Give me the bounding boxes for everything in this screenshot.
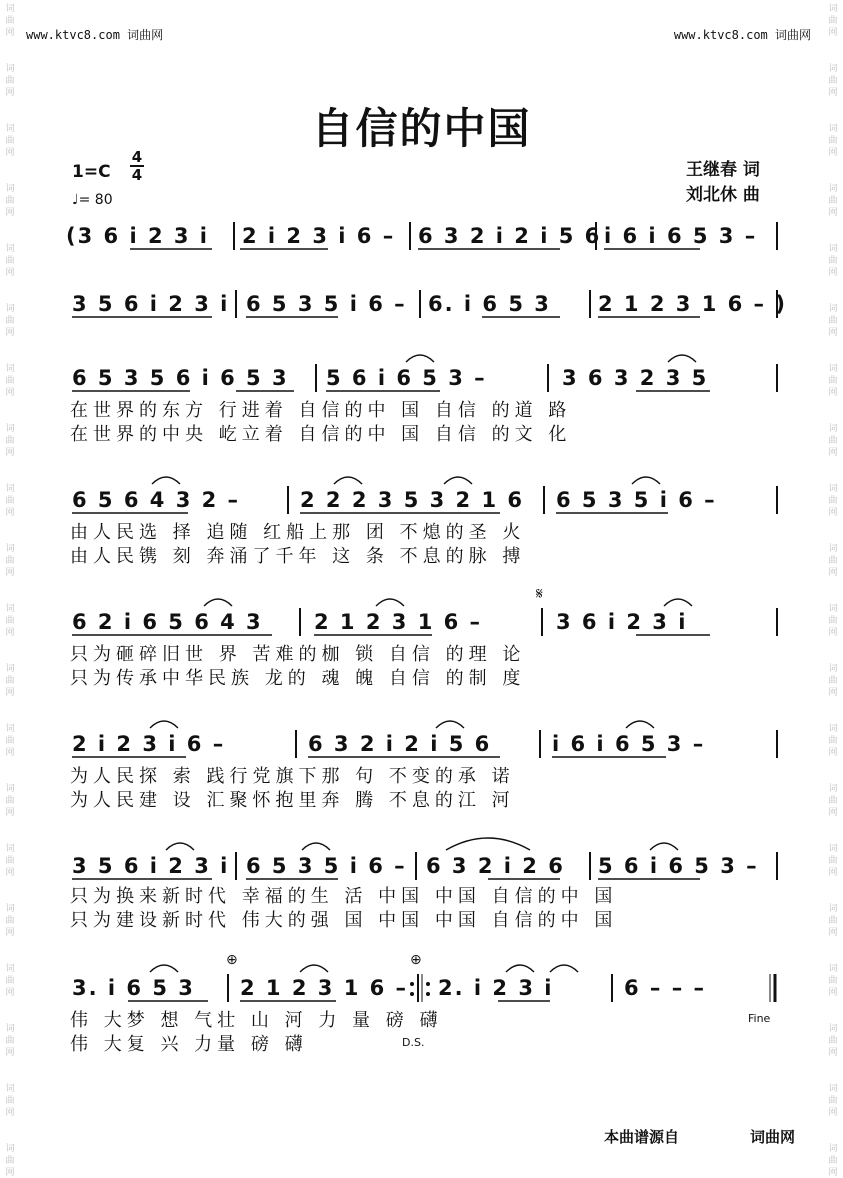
watermark-glyph: 网 (828, 388, 838, 398)
watermark-glyph: 网 (5, 328, 15, 338)
watermark-glyph: 词 (5, 364, 15, 374)
watermark-glyph: 曲 (5, 976, 15, 986)
slur (446, 838, 530, 850)
segno-icon: 𝄋 (536, 584, 543, 603)
footer-source-label: 本曲谱源自 (604, 1128, 680, 1146)
measure-s6-3: i 6 i 6 5 3 – (552, 732, 706, 756)
watermark-glyph: 网 (5, 1108, 15, 1118)
watermark-glyph: 网 (5, 268, 15, 278)
watermark-glyph: 网 (5, 28, 15, 38)
slur (300, 965, 328, 972)
watermark-glyph: 网 (5, 868, 15, 878)
watermark-glyph: 曲 (828, 136, 838, 146)
watermark-glyph: 曲 (5, 316, 15, 326)
watermark-glyph: 词 (828, 424, 838, 434)
watermark-glyph: 词 (828, 1144, 838, 1154)
watermark-glyph: 曲 (828, 1096, 838, 1106)
measure-s8-2: 2 1 2 3 1 6 – (240, 976, 409, 1000)
watermark-glyph: 词 (5, 484, 15, 494)
measure-s5-3: 3 6 i 2 3 i (556, 610, 688, 634)
watermark-glyph: 曲 (5, 136, 15, 146)
time-signature-bottom: 4 (131, 166, 143, 184)
slur (152, 477, 180, 484)
watermark-glyph: 网 (828, 868, 838, 878)
slur (302, 843, 330, 850)
watermark-glyph: 曲 (5, 196, 15, 206)
watermark-glyph: 曲 (5, 736, 15, 746)
watermark-glyph: 曲 (828, 1036, 838, 1046)
watermark-glyph: 网 (828, 28, 838, 38)
watermark-glyph: 曲 (5, 616, 15, 626)
watermark-glyph: 曲 (5, 856, 15, 866)
watermark-glyph: 曲 (828, 556, 838, 566)
coda-icon-second: ⊕ (410, 952, 422, 968)
slur (406, 355, 434, 362)
watermark-glyph: 词 (5, 1084, 15, 1094)
tempo-value: = 80 (78, 192, 113, 208)
watermark-glyph: 曲 (828, 316, 838, 326)
watermark-glyph: 词 (5, 64, 15, 74)
measure-s4-3: 6 5 3 5 i 6 – (556, 488, 717, 512)
slur (668, 355, 696, 362)
measure-s3-1: 6 5 3 5 6 i 6 5 3 (72, 366, 289, 390)
watermark-glyph: 词 (828, 784, 838, 794)
watermark-glyph: 词 (828, 544, 838, 554)
lyrics-s5-verse2: 只为传承中华民族 龙的 魂 魄 自信 的制 度 (70, 668, 526, 689)
measure-s1-1: (3 6 i 2 3 i (66, 224, 209, 248)
measure-s1-4: i 6 i 6 5 3 – (604, 224, 758, 248)
composer-credit: 刘北休 曲 (686, 185, 760, 205)
fine-marking: Fine (748, 1012, 771, 1025)
watermark-glyph: 网 (5, 988, 15, 998)
watermark-glyph: 网 (828, 1108, 838, 1118)
watermark-glyph: 网 (5, 808, 15, 818)
watermark-glyph: 曲 (828, 676, 838, 686)
measure-s4-1: 6 5 6 4 3 2 – (72, 488, 241, 512)
watermark-glyph: 词 (5, 424, 15, 434)
watermark-glyph: 网 (828, 268, 838, 278)
lyrics-s7-verse2: 只为建设新时代 伟大的强 国 中国 中国 自信的中 国 (70, 910, 618, 931)
watermark-glyph: 曲 (5, 256, 15, 266)
measure-s8-4: 6 – – – (624, 976, 707, 1000)
measure-s7-3: 6 3 2 i 2 6 (426, 854, 565, 878)
slur (376, 599, 404, 606)
watermark-glyph: 词 (5, 844, 15, 854)
watermark-glyph: 曲 (828, 916, 838, 926)
watermark-glyph: 网 (5, 628, 15, 638)
slur (204, 599, 232, 606)
watermark-glyph: 词 (828, 1084, 838, 1094)
watermark-glyph: 网 (5, 448, 15, 458)
coda-icon: ⊕ (226, 952, 238, 968)
watermark-glyph: 网 (5, 1048, 15, 1058)
measure-s4-2: 2 2 2 3 5 3 2 1 6 (300, 488, 524, 512)
song-title: 自信的中国 (311, 104, 532, 153)
slur (436, 721, 464, 728)
watermark-glyph: 词 (828, 964, 838, 974)
watermark-glyph: 网 (828, 1048, 838, 1058)
watermark-glyph: 词 (828, 304, 838, 314)
slur (550, 965, 578, 972)
lyrics-s4-verse2: 由人民镌 刻 奔涌了千年 这 条 不息的脉 搏 (70, 546, 526, 567)
lyrics-s8-verse1: 伟 大梦 想 气壮 山 河 力 量 磅 礴 (70, 1010, 443, 1031)
watermark-glyph: 词 (5, 1144, 15, 1154)
watermark-glyph: 曲 (828, 376, 838, 386)
watermark-glyph: 曲 (828, 736, 838, 746)
lyrics-s8-verse2: 伟 大复 兴 力量 磅 礴 (70, 1034, 308, 1055)
lyrics-s7-verse1: 只为换来新时代 幸福的生 活 中国 中国 自信的中 国 (70, 886, 618, 907)
measure-s2-4: 2 1 2 3 1 6 – ) (598, 292, 787, 316)
measure-s7-1: 3 5 6 i 2 3 i (72, 854, 230, 878)
watermark-glyph: 曲 (828, 496, 838, 506)
watermark-glyph: 词 (5, 4, 15, 14)
repeat-dot (426, 982, 430, 986)
watermark-glyph: 网 (828, 148, 838, 158)
watermark-glyph: 词 (828, 664, 838, 674)
watermark-glyph: 网 (828, 928, 838, 938)
measure-s3-2: 5 6 i 6 5 3 – (326, 366, 487, 390)
measure-s2-3: 6. i 6 5 3 (428, 292, 551, 316)
watermark-glyph: 曲 (828, 256, 838, 266)
watermark-glyph: 曲 (828, 76, 838, 86)
lyrics-s3-verse2: 在世界的中央 屹立着 自信的中 国 自信 的文 化 (70, 424, 572, 445)
watermark-glyph: 网 (828, 1168, 838, 1178)
repeat-dot (410, 992, 414, 996)
watermark-glyph: 曲 (5, 16, 15, 26)
lyrics-s6-verse1: 为人民探 索 践行党旗下那 句 不变的承 诺 (70, 766, 515, 787)
watermark-glyph: 曲 (5, 916, 15, 926)
header-url-right[interactable]: www.ktvc8.com 词曲网 (673, 28, 811, 42)
watermark-glyph: 网 (5, 928, 15, 938)
measure-s7-4: 5 6 i 6 5 3 – (598, 854, 759, 878)
repeat-dot (410, 982, 414, 986)
watermark-glyph: 曲 (828, 616, 838, 626)
watermark-glyph: 词 (5, 544, 15, 554)
watermark-glyph: 词 (828, 184, 838, 194)
watermark-glyph: 曲 (828, 16, 838, 26)
watermark-glyph: 词 (828, 1024, 838, 1034)
watermark-glyph: 曲 (5, 436, 15, 446)
watermark-glyph: 曲 (5, 556, 15, 566)
watermark-glyph: 曲 (5, 1036, 15, 1046)
watermark-glyph: 词 (5, 964, 15, 974)
slur (166, 843, 194, 850)
watermark-glyph: 词 (828, 484, 838, 494)
watermark-glyph: 网 (828, 568, 838, 578)
watermark-glyph: 曲 (5, 76, 15, 86)
watermark-glyph: 网 (5, 688, 15, 698)
watermark-glyph: 网 (5, 748, 15, 758)
key-signature: 1=C (72, 162, 111, 182)
watermark-glyph: 曲 (5, 676, 15, 686)
watermark-glyph: 网 (828, 88, 838, 98)
watermark-glyph: 曲 (828, 436, 838, 446)
slur (334, 477, 362, 484)
watermark-glyph: 网 (5, 208, 15, 218)
watermark-glyph: 曲 (5, 496, 15, 506)
watermark-glyph: 词 (828, 844, 838, 854)
watermark-glyph: 曲 (828, 796, 838, 806)
watermark-glyph: 词 (5, 244, 15, 254)
watermark-glyph: 网 (828, 448, 838, 458)
watermark-glyph: 词 (5, 904, 15, 914)
watermark-glyph: 网 (5, 88, 15, 98)
lyrics-s6-verse2: 为人民建 设 汇聚怀抱里奔 腾 不息的江 河 (70, 790, 515, 811)
measure-s8-3: 2. i 2 3 i (438, 976, 554, 1000)
watermark-glyph: 词 (5, 304, 15, 314)
measure-s1-2: 2 i 2 3 i 6 – (242, 224, 396, 248)
repeat-dot (426, 992, 430, 996)
footer-site-link[interactable]: 词曲网 (750, 1128, 796, 1146)
watermark-glyph: 网 (828, 748, 838, 758)
measure-s8-1: 3. i 6 5 3 (72, 976, 195, 1000)
watermark-glyph: 词 (828, 604, 838, 614)
watermark-glyph: 词 (5, 604, 15, 614)
lyrics-s5-verse1: 只为砸碎旧世 界 苦难的枷 锁 自信 的理 论 (70, 644, 526, 665)
watermark-glyph: 词 (5, 724, 15, 734)
watermark-glyph: 曲 (5, 1096, 15, 1106)
slur (650, 843, 678, 850)
measure-s6-2: 6 3 2 i 2 i 5 6 (308, 732, 492, 756)
watermark-glyph: 网 (828, 508, 838, 518)
watermark-glyph: 曲 (5, 376, 15, 386)
slur (632, 477, 660, 484)
watermark-glyph: 曲 (828, 856, 838, 866)
measure-s2-2: 6 5 3 5 i 6 – (246, 292, 407, 316)
measure-s1-3: 6 3 2 i 2 i 5 6 (418, 224, 602, 248)
watermark-glyph: 词 (828, 124, 838, 134)
watermark-glyph: 网 (828, 808, 838, 818)
measure-s7-2: 6 5 3 5 i 6 – (246, 854, 407, 878)
measure-s5-2: 2 1 2 3 1 6 – (314, 610, 483, 634)
watermark-glyph: 网 (828, 328, 838, 338)
lyrics-s4-verse1: 由人民选 择 追随 红船上那 团 不熄的圣 火 (70, 522, 526, 543)
watermark-glyph: 词 (828, 364, 838, 374)
slur (150, 965, 178, 972)
slur (664, 599, 692, 606)
watermark-glyph: 网 (828, 628, 838, 638)
watermark-glyph: 网 (5, 568, 15, 578)
quarter-note-icon: ♩ (72, 192, 79, 208)
measure-s5-1: 6 2 i 6 5 6 4 3 (72, 610, 263, 634)
lyrics-s3-verse1: 在世界的东方 行进着 自信的中 国 自信 的道 路 (70, 400, 572, 421)
watermark-glyph: 词 (828, 904, 838, 914)
measure-s2-1: 3 5 6 i 2 3 i (72, 292, 230, 316)
measure-s6-1: 2 i 2 3 i 6 – (72, 732, 226, 756)
watermark-glyph: 词 (828, 724, 838, 734)
watermark-glyph: 网 (5, 148, 15, 158)
lyricist-credit: 王继春 词 (686, 160, 760, 180)
watermark-glyph: 词 (5, 1024, 15, 1034)
watermark-glyph: 词 (5, 124, 15, 134)
watermark-glyph: 词 (828, 4, 838, 14)
watermark-glyph: 曲 (828, 976, 838, 986)
slur (444, 477, 472, 484)
watermark-glyph: 曲 (5, 1156, 15, 1166)
watermark-glyph: 词 (828, 64, 838, 74)
watermark-glyph: 网 (5, 508, 15, 518)
watermark-glyph: 网 (828, 208, 838, 218)
ds-marking: D.S. (402, 1036, 425, 1049)
watermark-glyph: 网 (5, 388, 15, 398)
watermark-glyph: 词 (5, 784, 15, 794)
watermark-glyph: 网 (828, 688, 838, 698)
watermark-glyph: 曲 (5, 796, 15, 806)
watermark-glyph: 词 (828, 244, 838, 254)
watermark-glyph: 网 (5, 1168, 15, 1178)
slur (626, 721, 654, 728)
measure-s3-3: 3 6 3 2 3 5 (562, 366, 709, 390)
watermark-glyph: 曲 (828, 1156, 838, 1166)
watermark-glyph: 词 (5, 184, 15, 194)
slur (506, 965, 534, 972)
watermark-glyph: 网 (828, 988, 838, 998)
time-signature-top: 4 (131, 148, 143, 166)
watermark-glyph: 词 (5, 664, 15, 674)
header-url-left[interactable]: www.ktvc8.com 词曲网 (26, 28, 164, 42)
slur (150, 721, 178, 728)
watermark-glyph: 曲 (828, 196, 838, 206)
